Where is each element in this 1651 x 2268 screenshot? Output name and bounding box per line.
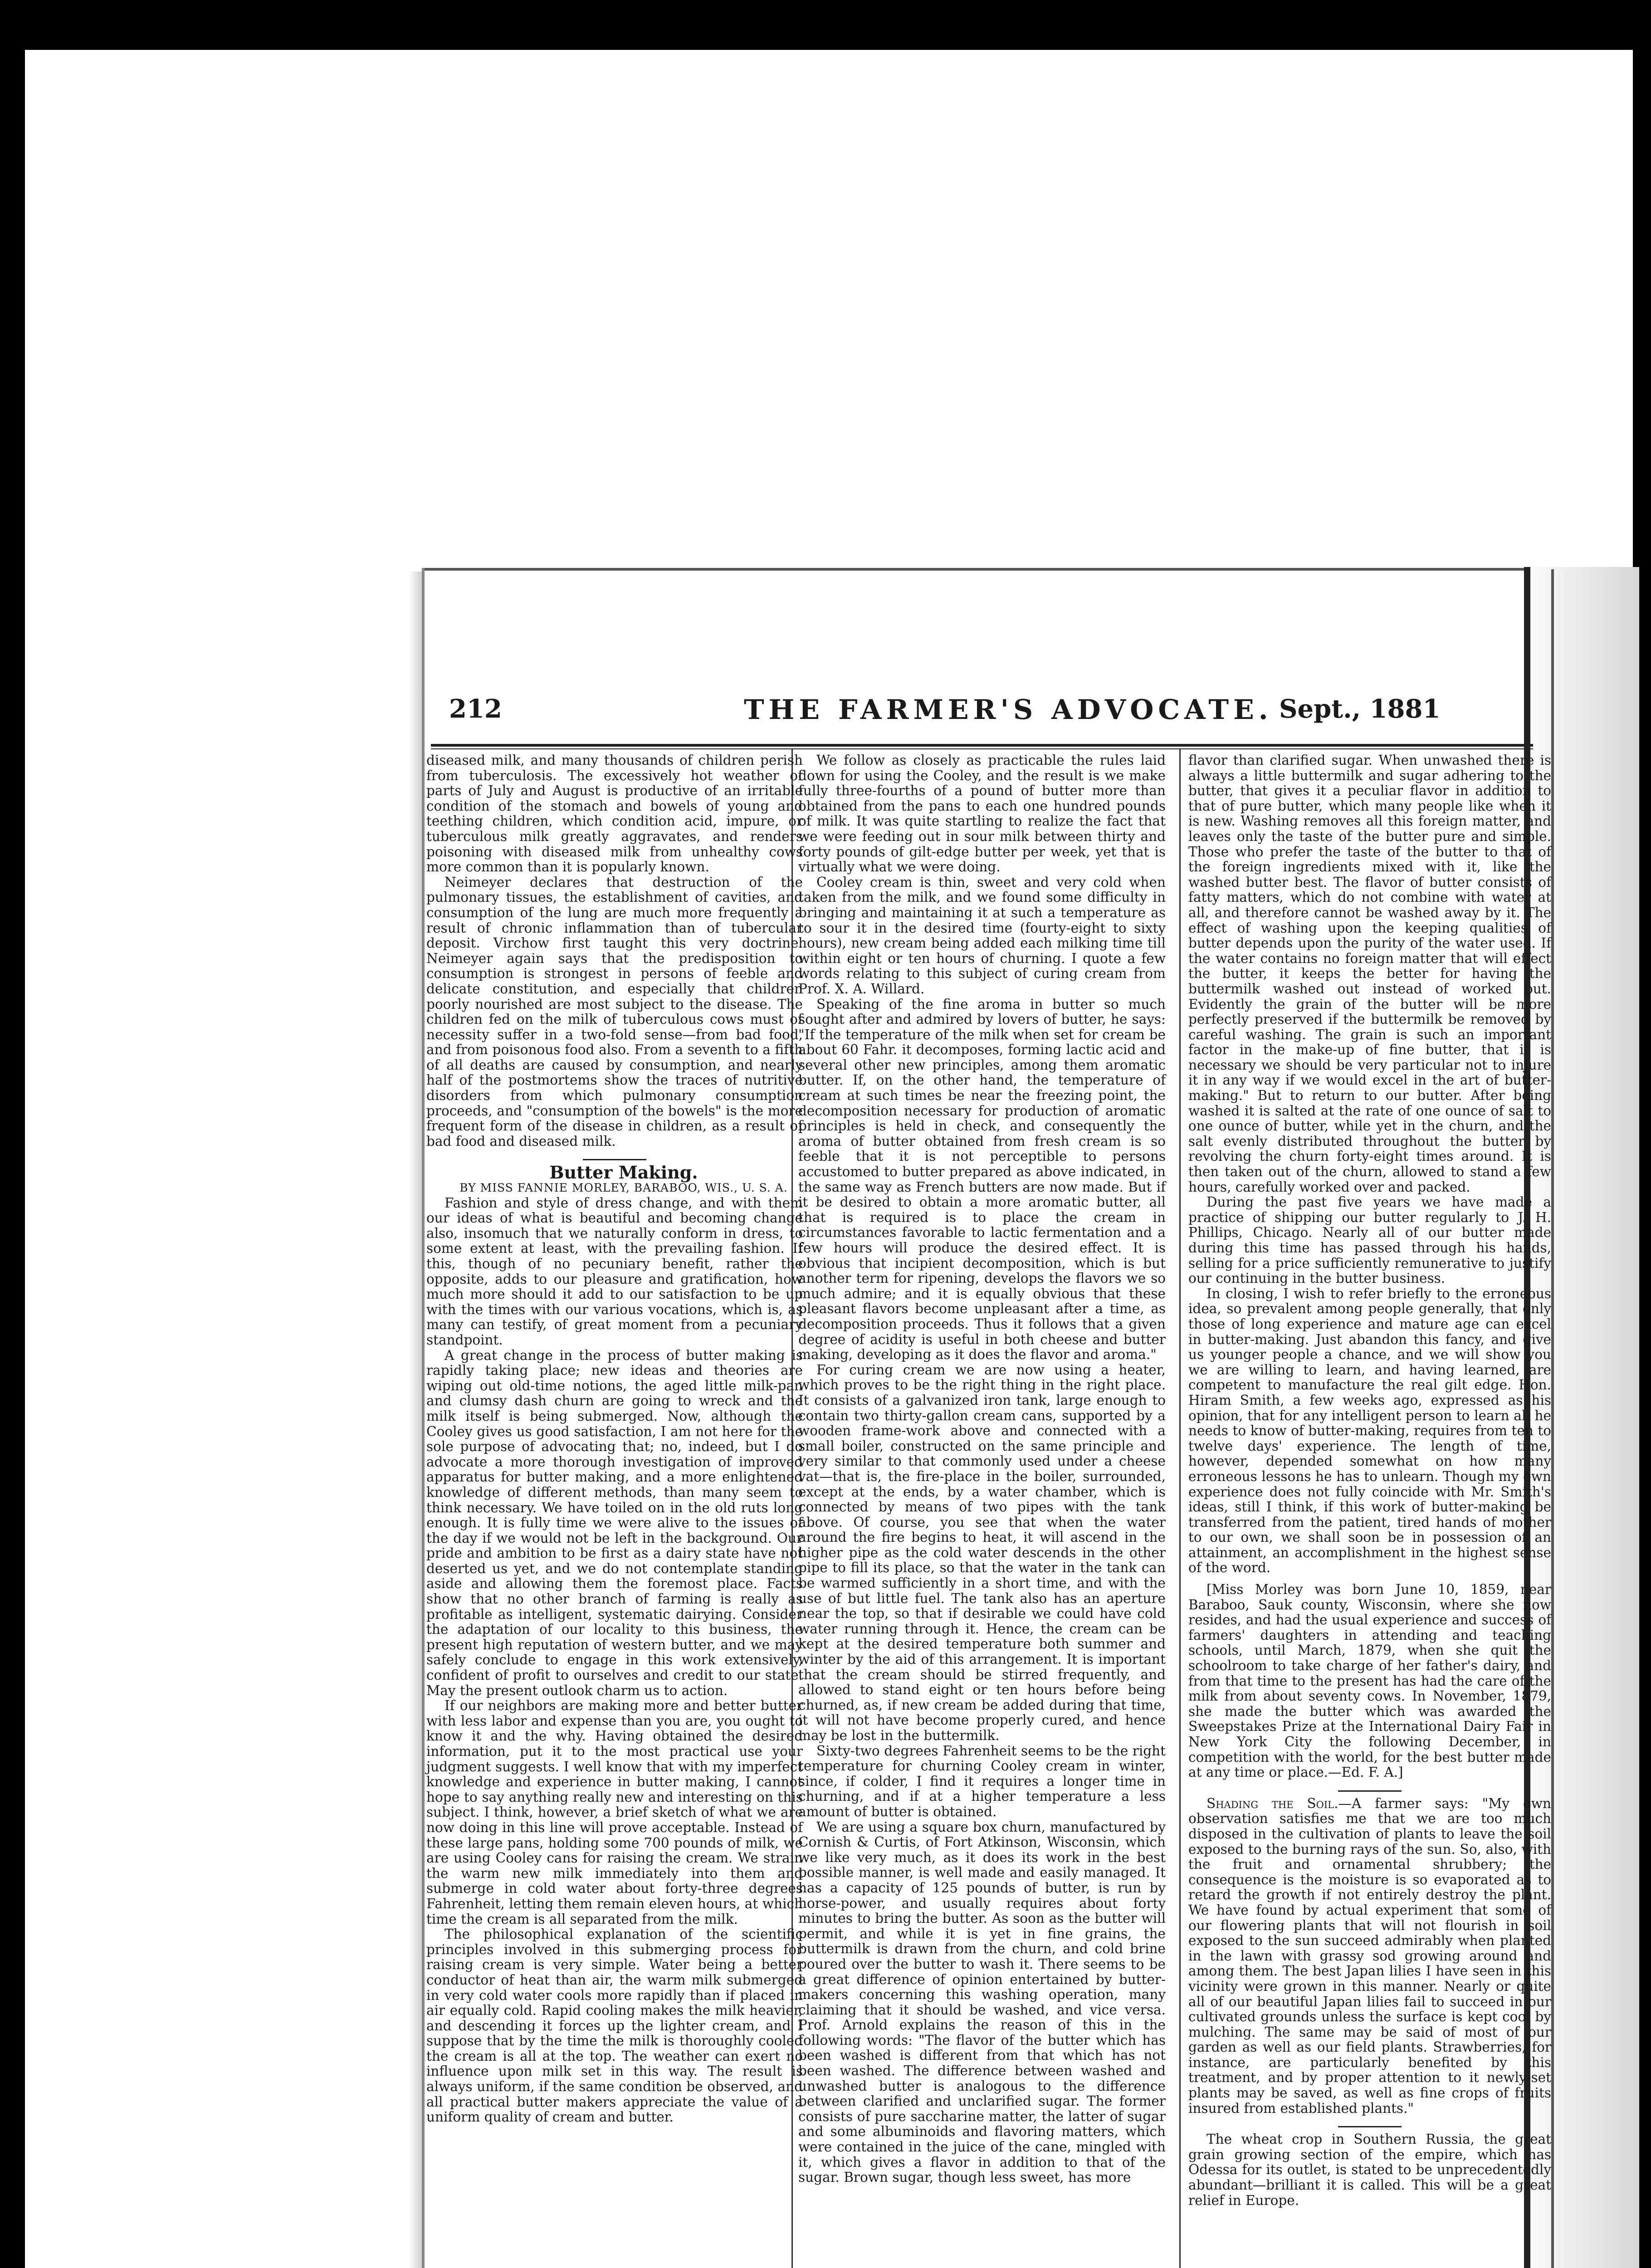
issue-date: Sept., 1881 bbox=[1279, 694, 1441, 724]
paragraph: For curing cream we are now using a heater, which proves to be the right thing in the right place. It consists of a galvanized iron tank, large enough to contain two thirty-gallon cream cans, supported by a wooden frame-work above and connected with a small boiler, constructed on the same principle and very similar to that commonly used under a cheese vat—that is, the fire-place in the boiler, surrounded, except at the ends, by a water chamber, which is connected by means of two pipes with the tank above. Of course, you see that when the water around the fire begins to heat, it will ascend in the higher pipe as the cold water descends in the other pipe to fill its place, so that the water in the tank can be warmed sufficiently in a short time, and with the use of but little fuel. The tank also has an aperture near the top, so that if desirable we could have cold water running through it. Hence, the cream can be kept at the desired temperature both summer and winter by the aid of this arrangement. It is important that the cream should be stirred frequently, and allowed to stand eight or ten hours before being churned, as, if new cream be added during that time, it will not have become properly cured, and hence may be lost in the buttermilk. bbox=[798, 1362, 1166, 1743]
paragraph: diseased milk, and many thousands of children perish from tuberculosis. The excessively hot weather of parts of July and August is productive of an irritable condition of the stomach and bowels of young and teething children, which condition acid, impure, or tuberculous milk greatly aggravates, and renders poisoning with diseased milk from unhealthy cows more common than it is popularly known. bbox=[426, 753, 803, 875]
paragraph: The philosophical explanation of the scientific principles involved in this submerging process for raising cream is very simple. Water being a better conductor of heat than air, the warm milk submerged in very cold water cools more rapidly than if placed in air equally cold. Rapid cooling makes the milk heavier, and descending it forces up the lighter cream, and I suppose that by the time the milk is thoroughly cooled the cream is all at the top. The weather can exert no influence upon milk set in this way. The result is always uniform, if the same condition be observed, and all practical butter makers appreciate the value of a uniform quality of cream and butter. bbox=[426, 1926, 803, 2125]
section-divider bbox=[1338, 2126, 1402, 2127]
paragraph: Neimeyer declares that destruction of the pulmonary tissues, the establishment of cavities, and consumption of the lung are much more frequently a result of chronic inflammation than of tubercular deposit. Virchow first taught this very doctrine. Neimeyer again says that the predisposition to consumption is strongest in persons of feeble and delicate constitution, and especially that children poorly nourished are most subject to the disease. The children fed on the milk of tuberculous cows must of necessity suffer in a two-fold sense—from bad food, and from poisonous food also. From a seventh to a fifth of all deaths are caused by consumption, and nearly half of the postmortems show the traces of nutritive disorders from which pulmonary consumption proceeds, and "consumption of the bowels" is the more frequent form of the disease in children, as a result of bad food and diseased milk. bbox=[426, 874, 803, 1149]
header-rule bbox=[431, 744, 1533, 747]
article-byline: BY MISS FANNIE MORLEY, BARABOO, WIS., U. S. A. bbox=[459, 1181, 788, 1195]
page-top-edge bbox=[422, 568, 1524, 571]
paragraph: Cooley cream is thin, sweet and very cold when taken from the milk, and we found some difficulty in bringing and maintaining it at such a temperature as to sour it in the desired time (fourty-eight to sixty hours), new cream being added each milking time till within eight or ten hours of churning. I quote a few words relating to this subject of curing cream from Prof. X. A. Willard. bbox=[798, 874, 1166, 997]
paragraph: Sixty-two degrees Fahrenheit seems to be the right temperature for churning Cooley cream in winter, since, if colder, I find it requires a longer time in churning, and if at a higher temperature a less amount of butter is obtained. bbox=[798, 1743, 1166, 1819]
editor-note: [Miss Morley was born June 10, 1859, near Baraboo, Sauk county, Wisconsin, where she now resides, and had the usual experience and success of farmers' daughters in attending and teaching schools, until March, 1879, when she quit the schoolroom to take charge of her father's dairy, and from that time to the present has had the care of the milk from about seventy cows. In November, 1879, she made the butter which was awarded the Sweepstakes Prize at the International Dairy Fair in New York City the following December, in competition with the world, for the best butter made at any time or place.—Ed. F. A.] bbox=[1188, 1582, 1551, 1780]
paragraph: During the past five years we have made a practice of shipping our butter regularly to J. H. Phillips, Chicago. Nearly all of our butter made during this time has passed through his hands, selling for a price sufficiently remunerative to justify our continuing in the butter business. bbox=[1188, 1194, 1551, 1286]
paragraph: If our neighbors are making more and better butter with less labor and expense than you are, you ought to know it and the why. Having obtained the desired information, put it to the most practical use your judgment suggests. I well know that with my imperfect knowledge and experience in butter making, I cannot hope to say anything really new and interesting on this subject. I think, however, a brief sketch of what we are now doing in this line will prove acceptable. Instead of these large pans, holding some 700 pounds of milk, we are using Cooley cans for raising the cream. We strain the warm new milk immediately into them and submerge in cold water about forty-three degrees Fahrenheit, letting them remain eleven hours, at which time the cream is all separated from the milk. bbox=[426, 1698, 803, 1927]
header-rule-thin bbox=[431, 748, 1533, 749]
page-header bbox=[449, 694, 1547, 735]
page-number: 212 bbox=[449, 694, 502, 724]
article-title: Butter Making. bbox=[549, 1162, 698, 1183]
scan-border-top bbox=[0, 0, 1651, 50]
paragraph: flavor than clarified sugar. When unwashed there is always a little buttermilk and sugar adhering to the butter, that gives it a peculiar flavor in addition to that of pure butter, which many people like when it is new. Washing removes all this foreign matter, and leaves only the taste of the butter pure and simple. Those who prefer the taste of the butter to that of the foreign ingredients mixed with it, like the washed butter best. The flavor of butter consists of fatty matters, which do not combine with water at all, and therefore cannot be washed away by it. The effect of washing upon the keeping qualities of butter depends upon the purity of the water used. If the water contains no foreign matter that will effect the butter, it keeps the better for having the buttermilk washed out instead of worked out. Evidently the grain of the butter will be more perfectly preserved if the buttermilk be removed by careful washing. The grain is such an important factor in the make-up of fine butter, that it is necessary we should be very particular not to injure it in any way if we would excel in the art of butter-making." But to return to our butter. After being washed it is salted at the rate of one ounce of salt to one ounce of butter, while yet in the churn, and the salt evenly distributed throughout the butter by revolving the churn forty-eight times around. It is then taken out of the churn, allowed to stand a few hours, carefully worked over and packed. bbox=[1188, 753, 1551, 1195]
paragraph: Fashion and style of dress change, and with them our ideas of what is beautiful and becoming change also, insomuch that we naturally conform in dress, to some extent at least, with the prevailing fashion. If this, though of no pecuniary benefit, rather the opposite, adds to our pleasure and gratification, how much more should it add to our satisfaction to be up with the times with our various vocations, which is, as many can testify, of great moment from a pecuniary standpoint. bbox=[426, 1195, 803, 1348]
paragraph bbox=[1188, 1796, 1551, 2116]
masthead: THE FARMER'S ADVOCATE. bbox=[744, 694, 1273, 726]
column-1 bbox=[426, 753, 803, 2125]
spine-line bbox=[1551, 569, 1554, 2268]
paragraph: We are using a square box churn, manufactured by Cornish & Curtis, of Fort Atkinson, Wisconsin, which we like very much, as it does its work in the best possible manner, is well made and easily managed. It has a capacity of 125 pounds of butter, is run by horse-power, and usually requires about forty minutes to bring the butter. As soon as the butter will permit, and while it is yet in fine grains, the buttermilk is drawn from the churn, and cold brine poured over the butter to wash it. There seems to be a great difference of opinion entertained by butter-makers concerning this washing operation, many claiming that it should be washed, and vice versa. Prof. Arnold explains the reason of this in the following words: "The flavor of the butter which has been washed is different from that which has not been washed. The difference between washed and unwashed butter is analogous to the difference between clarified and unclarified sugar. The former consists of pure saccharine matter, the latter of sugar and some albuminoids and flavoring matters, which were contained in the juice of the cane, mingled with it, which gives a flavor in addition to that of the sugar. Brown sugar, though less sweet, has more bbox=[798, 1819, 1166, 2185]
page-shadow bbox=[408, 572, 422, 2268]
paragraph: The wheat crop in Southern Russia, the great grain growing section of the empire, which has Odessa for its outlet, is stated to be unprecedentedly abundant—brilliant it is called. This will be a great relief in Europe. bbox=[1188, 2131, 1551, 2208]
scan-border-left bbox=[0, 0, 25, 2268]
section-divider bbox=[1338, 1790, 1402, 1792]
page-left-edge bbox=[422, 568, 425, 2268]
paragraph: A great change in the process of butter making is rapidly taking place; new ideas and theories are wiping out old-time notions, the aged little milk-pan and clumsy dash churn are going to wreck and the milk itself is being submerged. Now, although the Cooley gives us good satisfaction, I am not here for the sole purpose of advocating that; no, indeed, but I do advocate a more thorough investigation of improved apparatus for butter making, and a more enlightened knowledge of different methods, than many seem to think necessary. We have toiled on in the old ruts long enough. It is fully time we were alive to the issues of the day if we would not be left in the background. Our pride and ambition to be first as a dairy state have not deserted us yet, and we do not contemplate standing aside and allowing them the foremost place. Facts show that no other branch of farming is really as profitable as intelligent, systematic dairying. Consider the adaptation of our locality to this business, the present high reputation of western butter, and we may safely conclude to engage in this work extensively, confident of profit to ourselves and credit to our state. May the present outlook charm us to action. bbox=[426, 1347, 803, 1698]
paragraph: In closing, I wish to refer briefly to the erroneous idea, so prevalent among people generally, that only those of long experience and mature age can excel in butter-making. Just abandon this fancy, and give us younger people a chance, and we will show you we are willing to learn, and having learned, are competent to manufacture the real gilt edge. Hon. Hiram Smith, a few weeks ago, expressed as his opinion, that for any intelligent person to learn all he needs to know of butter-making, requires from ten to twelve days' experience. The length of time, however, depended somewhat on how many erroneous lessons he has to unlearn. Though my own experience does not fully coincide with Mr. Smith's ideas, still I think, if this work of butter-making be transferred from the patient, tired hands of mother to our own, we shall soon be in possession of an attainment, an accomplishment in the highest sense of the word. bbox=[1188, 1286, 1551, 1576]
paragraph-lead: Shading the Soil. bbox=[1206, 1795, 1338, 1811]
paragraph-body: —A farmer says: "My own observation satisfies me that we are too much disposed in the cultivation of plants to leave the soil exposed to the burning rays of the sun. So, also, with the fruit and ornamental shrubbery; the consequence is the moisture is so evaporated as to retard the growth if not entirely destroy the plant. We have found by actual experiment that some of our flowering plants that will not flourish in soil exposed to the sun succeed admirably when planted in the lawn with grassy sod growing around and among them. The best Japan lilies I have seen in this vicinity were grown in this manner. Nearly or quite all of our beautiful Japan lilies fail to succeed in our cultivated grounds unless the surface is kept cool by mulching. The same may be said of most of our garden as well as our field plants. Strawberries, for instance, are particularly benefited by this treatment, and by proper attention to it newly-set plants may be saved, as well as fine crops of fruits insured from established plants." bbox=[1188, 1795, 1552, 2116]
paragraph: Speaking of the fine aroma in butter so much sought after and admired by lovers of butter, he says: "If the temperature of the milk when set for cream be about 60 Fahr. it decomposes, forming lactic acid and several other new principles, among them aromatic butter. If, on the other hand, the temperature of cream at such times be near the freezing point, the decomposition necessary for production of aromatic principles is held in check, and consequently the aroma of butter obtained from fresh cream is so feeble that it is not perceptible to persons accustomed to butter prepared as above indicated, in the same way as French butters are now made. But if it be desired to obtain a more aromatic butter, all that is required is to place the cream in circumstances favorable to lactic fermentation and a few hours will produce the desired effect. It is obvious that incipient decomposition, which is but another term for ripening, develops the flavors we so much admire; and it is equally obvious that these pleasant flavors become unpleasant after a time, as decomposition proceeds. Thus it follows that a given degree of acidity is useful in both cheese and butter making, developing as it does the flavor and aroma." bbox=[798, 996, 1166, 1363]
column-rule-2 bbox=[1179, 748, 1181, 2268]
paragraph: We follow as closely as practicable the rules laid down for using the Cooley, and the result is we make fully three-fourths of a pound of butter more than obtained from the pans to each one hundred pounds of milk. It was quite startling to realize the fact that we were feeding out in sour milk between thirty and forty pounds of gilt-edge butter per week, yet that is virtually what we were doing. bbox=[798, 753, 1166, 875]
section-divider bbox=[583, 1159, 646, 1160]
column-2 bbox=[798, 753, 1166, 2185]
column-3 bbox=[1188, 753, 1551, 2208]
